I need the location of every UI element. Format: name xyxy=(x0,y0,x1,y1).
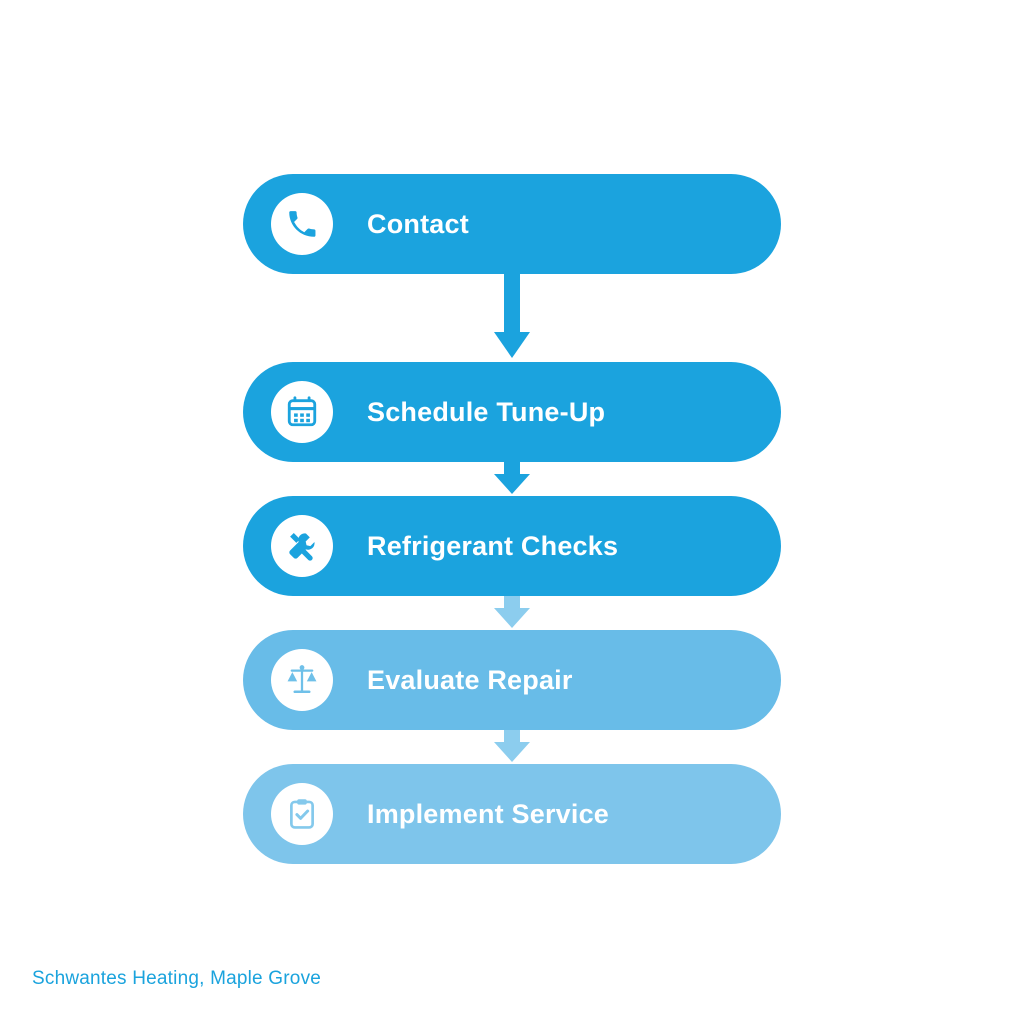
step-label: Refrigerant Checks xyxy=(367,530,619,561)
connector-1 xyxy=(243,274,781,362)
scales-icon xyxy=(271,649,333,711)
flow-step-schedule-tune-up[interactable] xyxy=(243,362,781,462)
flow-step-contact[interactable] xyxy=(243,174,781,274)
step-pill[interactable] xyxy=(243,764,781,864)
step-label: Schedule Tune-Up xyxy=(367,396,606,427)
phone-icon xyxy=(271,193,333,255)
clipboard-check-icon xyxy=(271,783,333,845)
connector-3 xyxy=(243,596,781,630)
flowchart xyxy=(243,174,781,864)
tools-icon xyxy=(271,515,333,577)
flow-step-evaluate-repair[interactable] xyxy=(243,630,781,730)
step-pill[interactable] xyxy=(243,496,781,596)
step-pill[interactable] xyxy=(243,630,781,730)
connector-4 xyxy=(243,730,781,764)
flow-step-implement-service[interactable] xyxy=(243,764,781,864)
flow-step-refrigerant-checks[interactable] xyxy=(243,496,781,596)
calendar-icon xyxy=(271,381,333,443)
step-label: Contact xyxy=(367,208,469,239)
step-label: Evaluate Repair xyxy=(367,664,573,695)
step-pill[interactable] xyxy=(243,174,781,274)
caption: Schwantes Heating, Maple Grove xyxy=(32,968,322,989)
connector-2 xyxy=(243,462,781,496)
step-pill[interactable] xyxy=(243,362,781,462)
step-label: Implement Service xyxy=(367,798,610,829)
